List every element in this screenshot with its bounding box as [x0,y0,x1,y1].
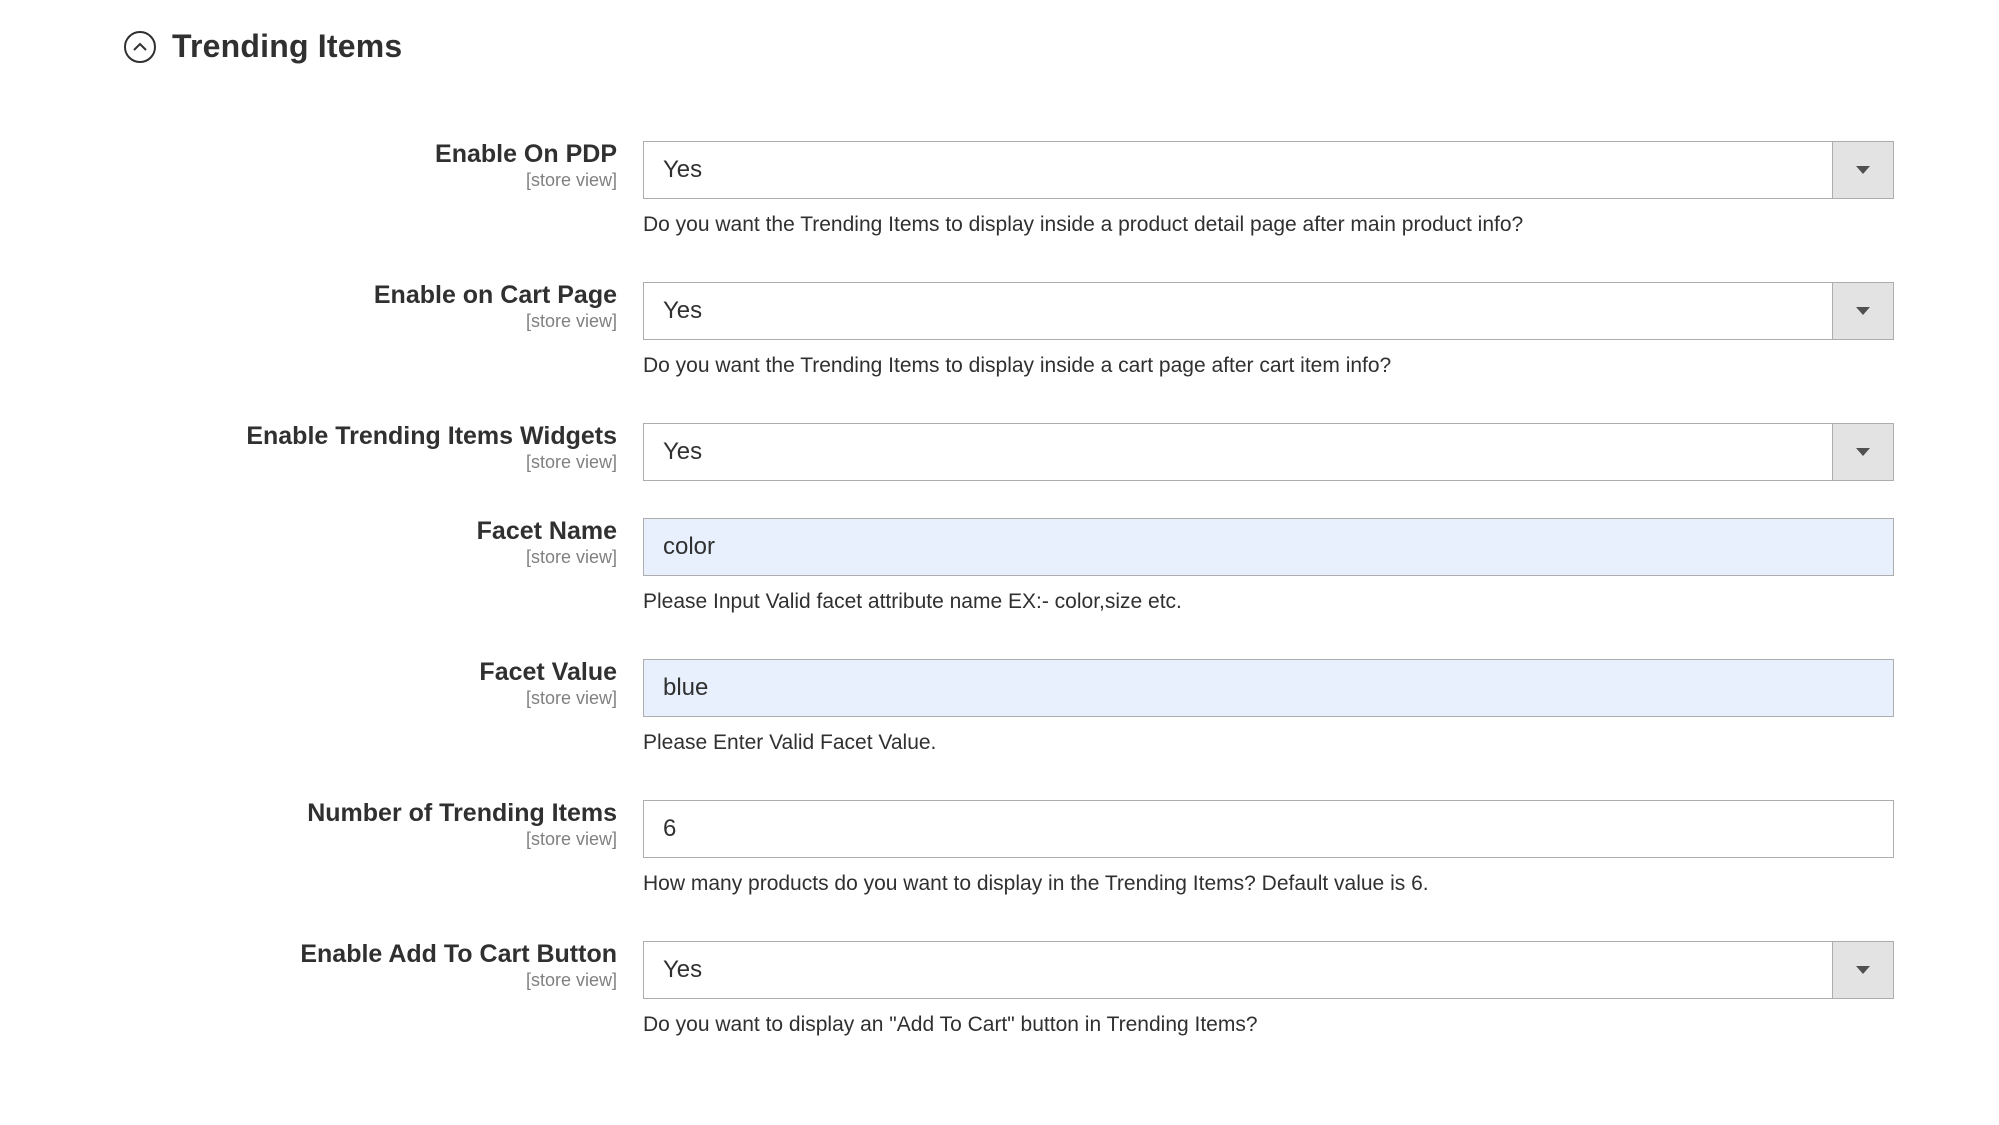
field-label-group [300,939,617,991]
field-note: Please Input Valid facet attribute name EX:- color,size etc. [643,590,1182,613]
caret-down-icon [1856,166,1870,174]
field-label-group [307,798,617,850]
field-label: Enable on Cart Page [373,281,617,309]
scope-label: [store view] [525,170,617,190]
field-label: Facet Name [476,517,617,545]
dropdown-toggle[interactable] [1832,283,1893,339]
scope-label: [store view] [525,970,617,990]
scope-label: [store view] [525,829,617,849]
field-label-group [479,657,617,709]
input-value: 6 [663,815,677,842]
caret-down-icon [1856,966,1870,974]
select-value: Yes [663,297,703,324]
dropdown-toggle[interactable] [1832,142,1893,198]
enable-on-cart-page-select[interactable] [643,282,1894,340]
field-label: Number of Trending Items [307,799,617,827]
enable-trending-items-widgets-select[interactable] [643,423,1894,481]
scope-label: [store view] [525,311,617,331]
select-value: Yes [663,956,703,983]
scope-label: [store view] [525,688,617,708]
enable-on-pdp-select[interactable] [643,141,1894,199]
section-title: Trending Items [172,28,403,64]
facet-value-input[interactable] [643,659,1894,717]
select-value: Yes [663,156,703,183]
select-value: Yes [663,438,703,465]
field-label-group [374,280,617,332]
caret-down-icon [1856,448,1870,456]
field-label-group [477,516,617,568]
field-label: Enable Trending Items Widgets [246,422,617,450]
field-note: Do you want to display an "Add To Cart" button in Trending Items? [643,1013,1258,1036]
field-note: How many products do you want to display in the Trending Items? Default value is 6. [643,872,1429,895]
number-of-trending-items-input[interactable] [643,800,1894,858]
enable-add-to-cart-button-select[interactable] [643,941,1894,999]
field-label: Facet Value [479,658,617,686]
facet-name-input[interactable] [643,518,1894,576]
scope-label: [store view] [525,452,617,472]
scope-label: [store view] [525,547,617,567]
caret-down-icon [1856,307,1870,315]
field-note: Do you want the Trending Items to display inside a product detail page after main product info? [643,213,1524,236]
field-label-group [246,421,617,473]
field-note: Please Enter Valid Facet Value. [643,731,937,754]
input-value: color [663,533,716,560]
dropdown-toggle[interactable] [1832,424,1893,480]
field-note: Do you want the Trending Items to display inside a cart page after cart item info? [643,354,1392,377]
chevron-up-circle-icon[interactable] [124,31,156,63]
field-label: Enable On PDP [435,140,617,168]
input-value: blue [663,674,709,701]
field-label: Enable Add To Cart Button [300,940,617,968]
section-toggle[interactable] [124,28,402,65]
field-label-group [435,139,617,191]
dropdown-toggle[interactable] [1832,942,1893,998]
